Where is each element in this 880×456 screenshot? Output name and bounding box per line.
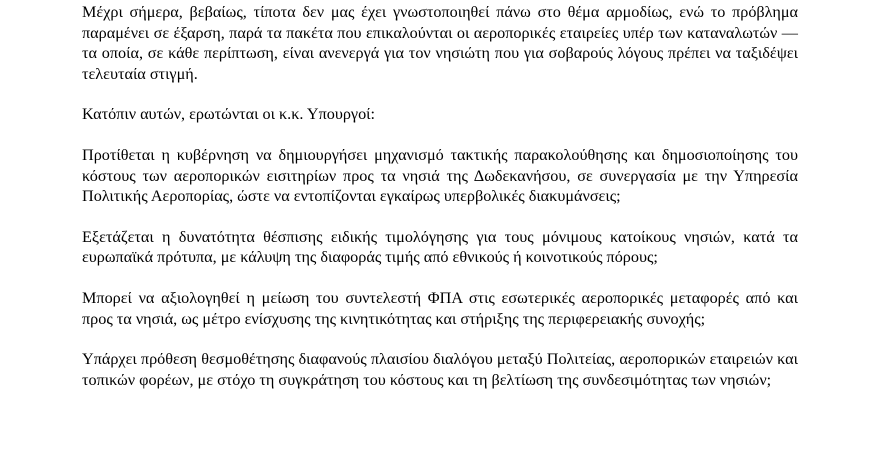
intro-paragraph: Μέχρι σήμερα, βεβαίως, τίποτα δεν μας έχει γνωστοποιηθεί πάνω στο θέμα αρμοδίως, ενώ το πρόβλημα παραμένει σε έξαρση, παρά τα πακέτα που επικαλούνται οι αεροπορικές εταιρείες υπέρ των καταναλωτών — τα οποία, σε κάθε περίπτωση, είναι ανενεργά για τον νησιώτη που για σοβαρούς λόγους πρέπει να ταξιδέψει τελευταία στιγμή. <box>82 3 798 83</box>
question-2: Εξετάζεται η δυνατότητα θέσπισης ειδικής τιμολόγησης για τους μόνιμους κατοίκους νησιών, κατά τα ευρωπαϊκά πρότυπα, με κάλυψη της διαφοράς τιμής από εθνικούς ή κοινοτικούς πόρους; <box>82 227 798 267</box>
questions-lead-in: Κατόπιν αυτών, ερωτώνται οι κ.κ. Υπουργοί: <box>82 105 376 124</box>
document-page <box>82 2 798 410</box>
question-4: Υπάρχει πρόθεση θεσμοθέτησης διαφανούς πλαισίου διαλόγου μεταξύ Πολιτείας, αεροπορικών εταιρειών και τοπικών φορέων, με στόχο τη συγκράτηση του κόστους και τη βελτίωση της συνδεσιμότητας των νησιών; <box>82 350 798 389</box>
question-1: Προτίθεται η κυβέρνηση να δημιουργήσει μηχανισμό τακτικής παρακολούθησης και δημοσιοποίησης του κόστους των αεροπορικών εισιτηρίων προς τα νησιά της Δωδεκανήσου, σε συνεργασία με την Υπηρεσία Πολιτικής Αεροπορίας, ώστε να εντοπίζονται εγκαίρως υπερβολικές διακυμάνσεις; <box>82 145 798 206</box>
question-3: Μπορεί να αξιολογηθεί η μείωση του συντελεστή ΦΠΑ στις εσωτερικές αεροπορικές μεταφορές από και προς τα νησιά, ως μέτρο ενίσχυσης της κινητικότητας και στήριξης της περιφερειακής συνοχής; <box>82 288 798 328</box>
